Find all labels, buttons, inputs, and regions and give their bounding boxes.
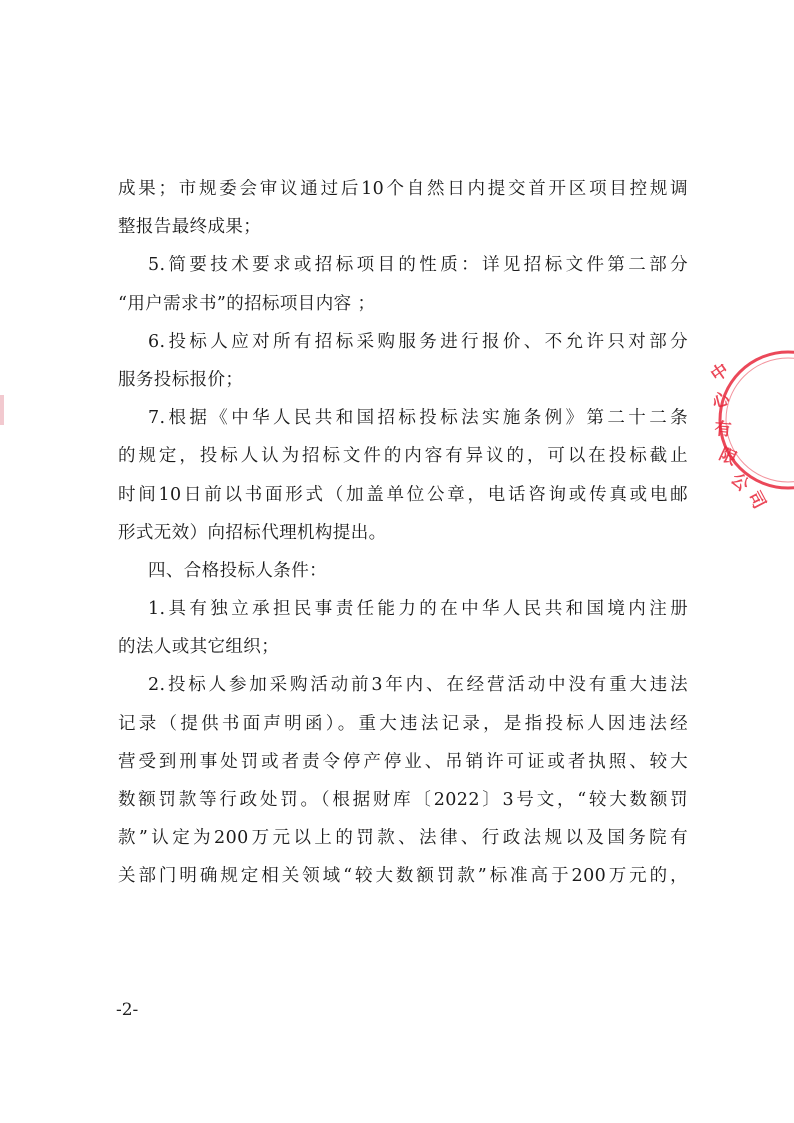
text-line: 服务投标报价；	[118, 369, 244, 390]
edge-mark	[0, 395, 4, 425]
text-line: 关部门明确规定相关领域“较大数额罚款”标准高于200万元的，	[118, 866, 688, 887]
page-number: -2-	[116, 1000, 139, 1020]
svg-text:司: 司	[743, 487, 770, 513]
text-line: 记录（提供书面声明函）。重大违法记录，是指投标人因违法经	[118, 713, 688, 734]
body-text	[118, 170, 688, 896]
svg-text:限: 限	[715, 444, 740, 470]
text-line: 营受到刑事处罚或者责令停产停业、吊销许可证或者执照、较大	[118, 751, 688, 772]
svg-text:中: 中	[707, 359, 733, 387]
text-line: 6.投标人应对所有招标采购服务进行报价、不允许只对部分	[148, 331, 688, 352]
text-line: 时间10日前以书面形式（加盖单位公章，电话咨询或传真或电邮	[118, 484, 688, 505]
text-line: 整报告最终成果；	[118, 217, 262, 238]
text-line: 5.简要技术要求或招标项目的性质：详见招标文件第二部分	[148, 255, 688, 276]
svg-text:有: 有	[713, 419, 733, 441]
text-line: 款”认定为200万元以上的罚款、法律、行政法规以及国务院有	[118, 828, 688, 849]
text-line: 7.根据《中华人民共和国招标投标法实施条例》第二十二条	[148, 408, 688, 429]
seal-icon	[700, 340, 794, 513]
svg-text:公: 公	[726, 469, 753, 496]
text-line: 的规定，投标人认为招标文件的内容有异议的，可以在投标截止	[118, 446, 688, 467]
text-line: 形式无效）向招标代理机构提出。	[118, 522, 387, 543]
seal-stamp	[700, 340, 794, 513]
text-line: 的法人或其它组织；	[118, 637, 280, 658]
text-line: 数额罚款等行政处罚。（根据财库〔2022〕3号文，“较大数额罚	[118, 790, 688, 810]
text-line: 成果；市规委会审议通过后10个自然日内提交首开区项目控规调	[118, 179, 688, 199]
text-line: “用户需求书”的招标项目内容 ；	[118, 293, 376, 314]
seal-text	[707, 359, 769, 512]
text-line: 2.投标人参加采购活动前3年内、在经营活动中没有重大违法	[148, 675, 688, 696]
svg-text:心: 心	[710, 389, 732, 413]
section-heading: 四、合格投标人条件：	[148, 560, 327, 581]
text-line: 1.具有独立承担民事责任能力的在中华人民共和国境内注册	[148, 599, 688, 620]
